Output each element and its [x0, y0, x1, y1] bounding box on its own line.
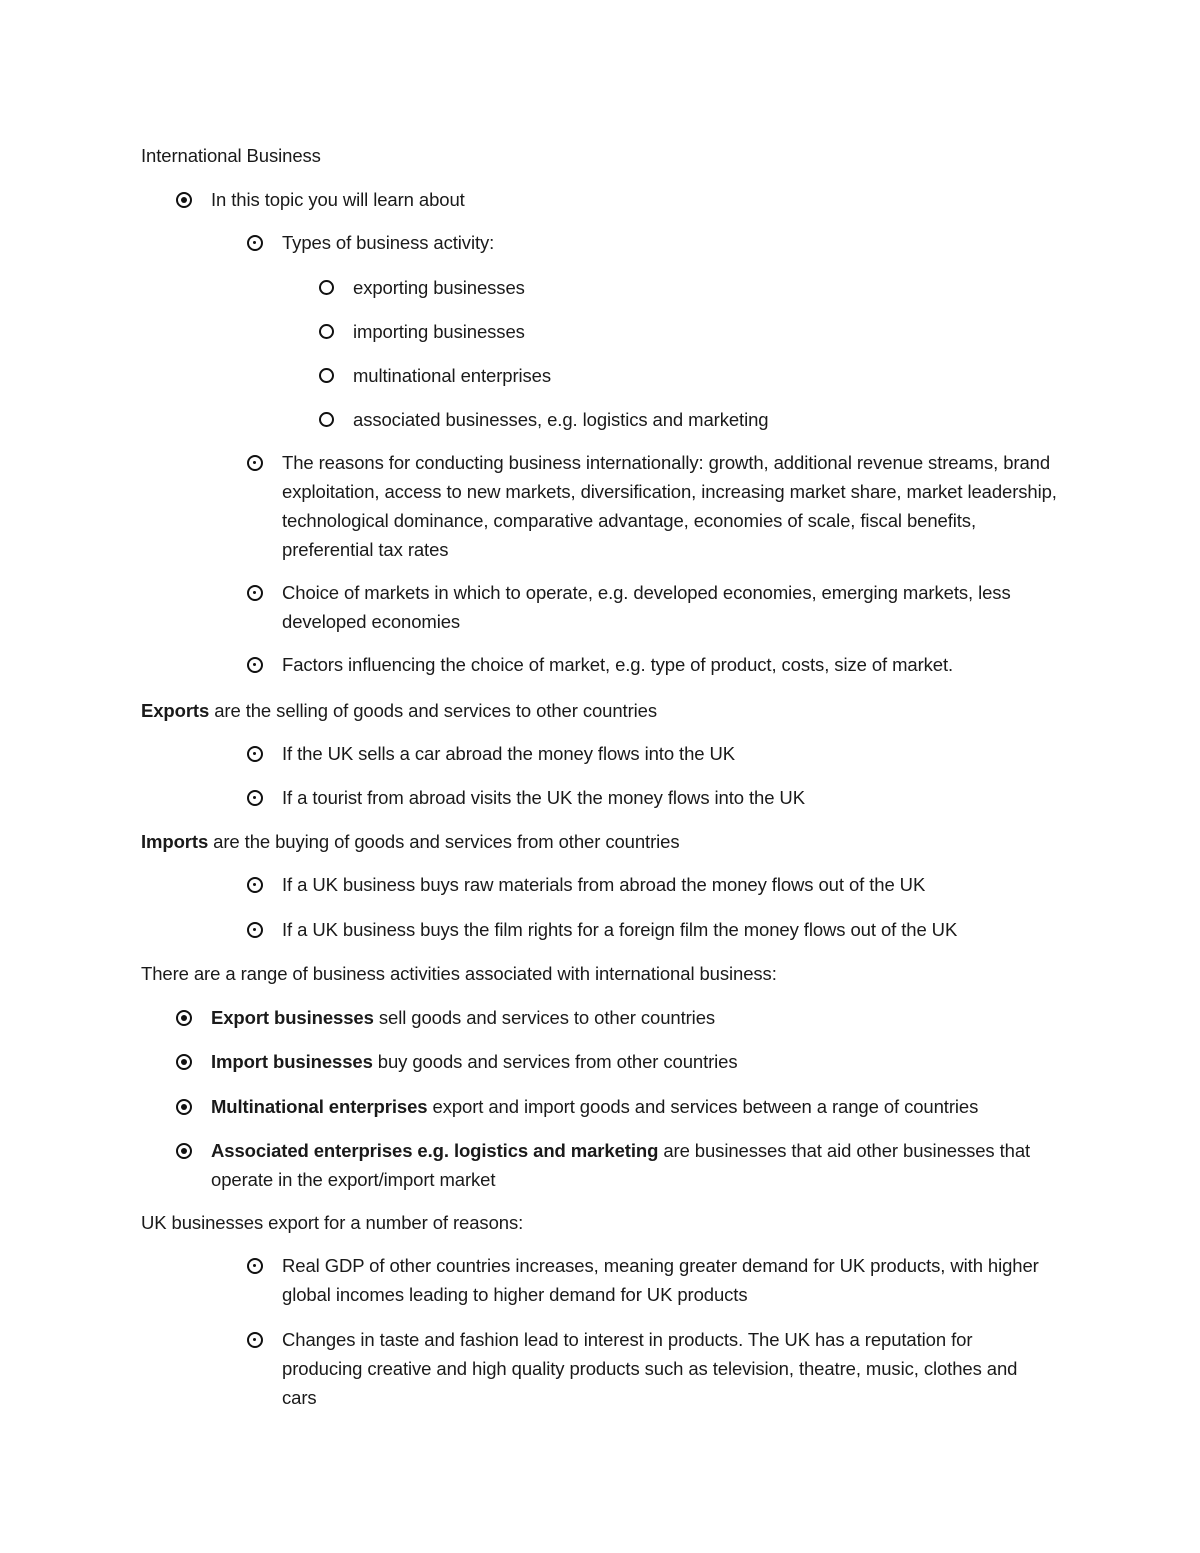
filled-target-bullet-icon	[176, 1099, 192, 1115]
hollow-circle-bullet-icon	[319, 412, 334, 427]
filled-target-bullet-icon	[176, 1010, 192, 1026]
uk-export-reason: Changes in taste and fashion lead to interest in products. The UK has a reputation for producing creative and high quality products such as television, theatre, music, clothes and cars	[282, 1329, 1018, 1408]
imports-term: Imports	[141, 831, 209, 852]
activity-item	[211, 1003, 715, 1032]
activity-term: Import businesses	[211, 1051, 373, 1072]
uk-export-reason: Real GDP of other countries increases, meaning greater demand for UK products, with higher global incomes leading to higher demand for UK products	[282, 1255, 1039, 1305]
filled-target-bullet-icon	[176, 192, 192, 208]
target-bullet-icon	[247, 877, 263, 893]
exports-term: Exports	[141, 700, 210, 721]
target-bullet-icon	[247, 790, 263, 806]
imports-definition	[141, 827, 680, 856]
exports-definition-text: are the selling of goods and services to other countries	[209, 700, 657, 721]
target-bullet-icon	[247, 657, 263, 673]
factors-paragraph: Factors influencing the choice of market, e.g. type of product, costs, size of market.	[282, 654, 954, 675]
activity-item	[211, 1136, 1031, 1194]
type-item: exporting businesses	[353, 277, 525, 298]
activities-intro: There are a range of business activities associated with international business:	[141, 963, 777, 984]
filled-target-bullet-icon	[176, 1054, 192, 1070]
imports-example: If a UK business buys raw materials from abroad the money flows out of the UK	[282, 874, 926, 895]
imports-example: If a UK business buys the film rights for a foreign film the money flows out of the UK	[282, 919, 958, 940]
target-bullet-icon	[247, 455, 263, 471]
target-bullet-icon	[247, 1332, 263, 1348]
activity-term: Export businesses	[211, 1007, 374, 1028]
exports-definition	[141, 696, 657, 725]
activity-item	[211, 1047, 738, 1076]
exports-example: If the UK sells a car abroad the money flows into the UK	[282, 743, 736, 764]
target-bullet-icon	[247, 585, 263, 601]
exports-example: If a tourist from abroad visits the UK the money flows into the UK	[282, 787, 805, 808]
choice-paragraph: Choice of markets in which to operate, e.g. developed economies, emerging markets, less developed economies	[282, 582, 1011, 632]
activity-item	[211, 1092, 978, 1121]
type-item: multinational enterprises	[353, 365, 552, 386]
activity-term: Multinational enterprises	[211, 1096, 428, 1117]
hollow-circle-bullet-icon	[319, 368, 334, 383]
activity-text: sell goods and services to other countries	[373, 1007, 716, 1028]
activity-term: Associated enterprises e.g. logistics and marketing	[211, 1140, 659, 1161]
hollow-circle-bullet-icon	[319, 324, 334, 339]
filled-target-bullet-icon	[176, 1143, 192, 1159]
target-bullet-icon	[247, 235, 263, 251]
imports-definition-text: are the buying of goods and services from other countries	[208, 831, 680, 852]
types-label: Types of business activity:	[282, 232, 495, 253]
activity-text: buy goods and services from other countries	[372, 1051, 738, 1072]
target-bullet-icon	[247, 922, 263, 938]
type-item: associated businesses, e.g. logistics and marketing	[353, 409, 769, 430]
type-item: importing businesses	[353, 321, 525, 342]
hollow-circle-bullet-icon	[319, 280, 334, 295]
reasons-paragraph: The reasons for conducting business internationally: growth, additional revenue streams, brand exploitation, access to new markets, diversification, increasing market share, market leadership, technological dominance, comparative advantage, economies of scale, fiscal benefits, preferential tax rates	[282, 452, 1057, 560]
target-bullet-icon	[247, 746, 263, 762]
uk-exports-intro: UK businesses export for a number of reasons:	[141, 1212, 524, 1233]
activity-text: are businesses that aid other businesses that operate in the export/import market	[211, 1140, 1031, 1190]
topic-intro: In this topic you will learn about	[211, 189, 465, 210]
document-title: International Business	[141, 145, 321, 166]
activity-text: export and import goods and services between a range of countries	[427, 1096, 979, 1117]
target-bullet-icon	[247, 1258, 263, 1274]
